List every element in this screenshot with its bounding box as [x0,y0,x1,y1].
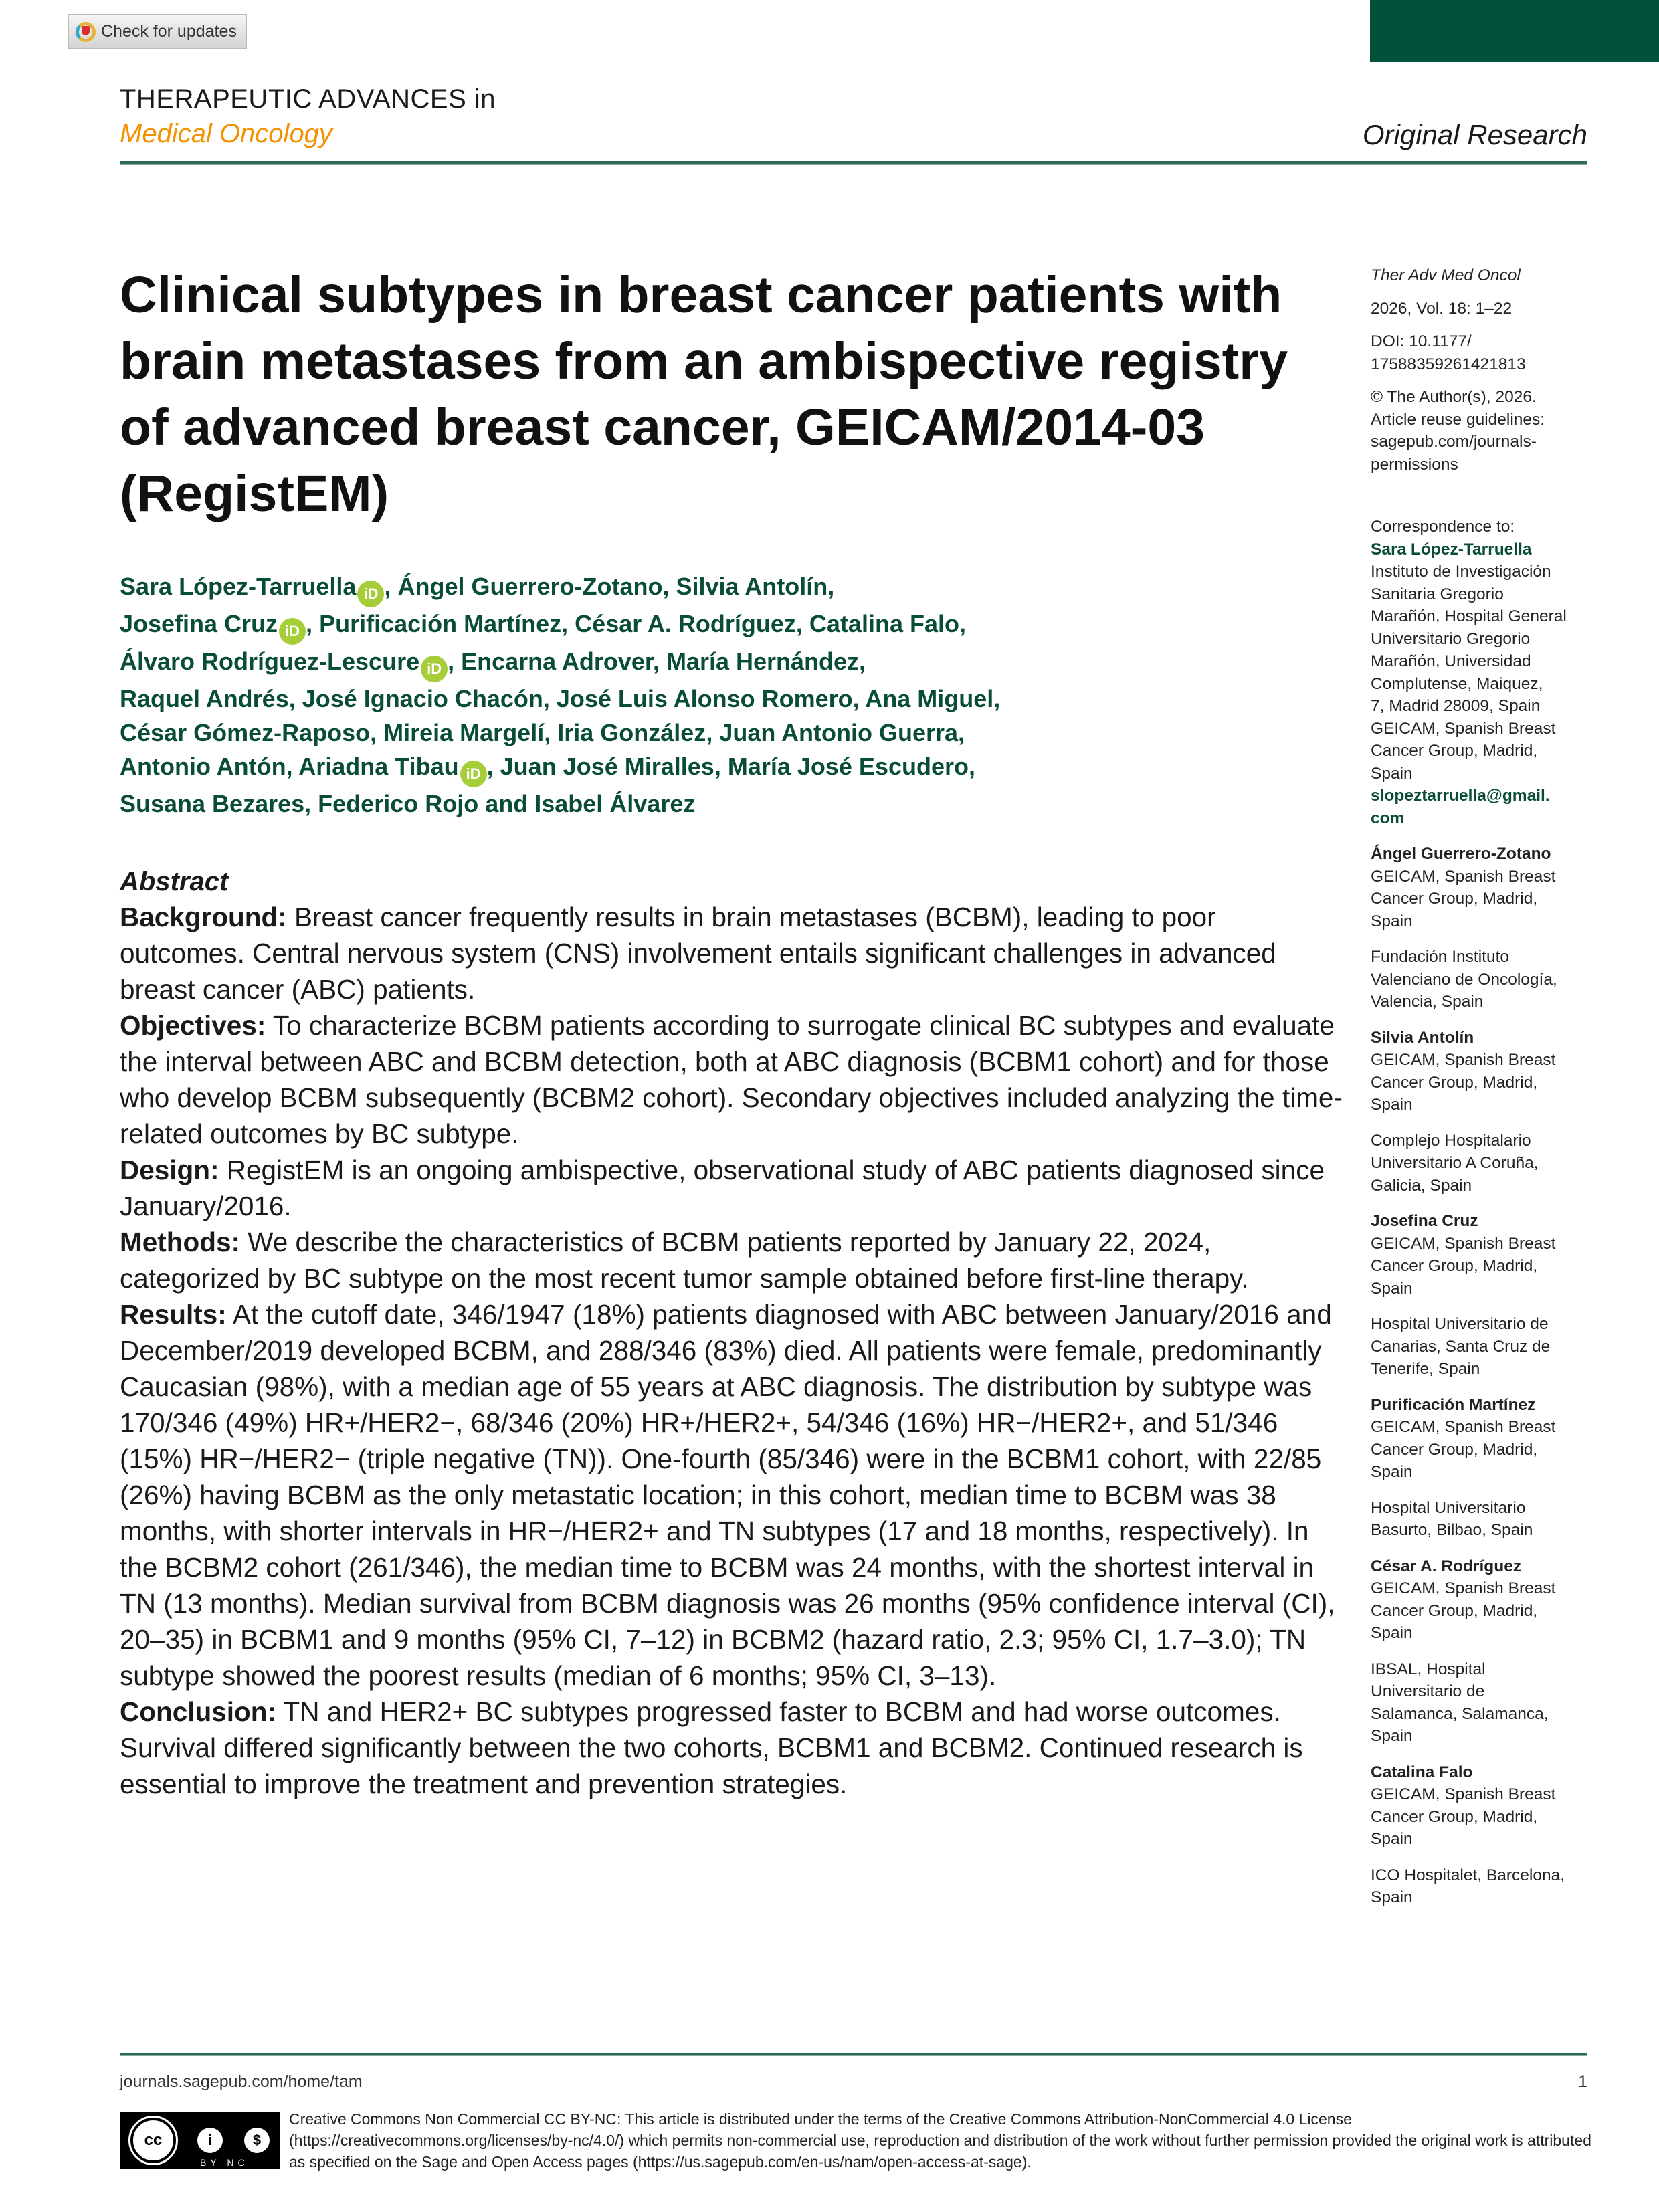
author-separator: , [288,685,302,712]
article-info-sidebar [1371,264,1652,1922]
author-name[interactable]: Encarna Adrover [461,647,653,675]
author-line [120,716,1344,750]
abstract-section-label: Conclusion: [120,1696,276,1727]
affiliation-text: GEICAM, Spanish Breast Cancer Group, Madrid, Spain [1371,1579,1556,1642]
author-separator: , [969,752,976,780]
author-name[interactable]: Purificación Martínez [319,610,562,637]
author-separator: , [543,685,557,712]
author-name[interactable]: María José Escudero [727,752,969,780]
author-line [120,787,1344,821]
author-separator: , [544,718,558,746]
abstract-section [120,1296,1344,1694]
affiliation-author: Silvia Antolín [1371,1028,1474,1047]
abstract-section [120,1007,1344,1152]
author-separator: , [993,685,1001,712]
main-column [120,262,1344,1802]
author-name[interactable]: Isabel Álvarez [534,790,696,817]
abstract-section-text: RegistEM is an ongoing ambispective, observational study of ABC patients diagnosed since January/2016. [120,1154,1325,1221]
journal-url[interactable]: journals.sagepub.com/home/tam [120,2072,363,2091]
footer-divider [120,2053,1587,2056]
author-line [120,607,1344,645]
author-name[interactable]: Raquel Andrés [120,685,289,712]
author-name[interactable]: Ariadna Tibau [298,752,459,780]
abstract-section-text: At the cutoff date, 346/1947 (18%) patients diagnosed with ABC between January/2016 and December/2019 developed BCBM, and 288/346 (83%) died. All patients were female, predominantly Caucasian (98%), with a median age of 55 years at ABC diagnosis. The distribution by subtype was 170/346 (49%) HR+/HER2−, 68/346 (20%) HR+/HER2+, 54/346 (16%) HR−/HER2+, and 51/346 (15%) HR−/HER2− (triple negative (TN)). One-fourth (85/346) were in the BCBM1 cohort, with 22/85 (26%) having BCBM as the only metastatic location; in this cohort, median time to BCBM was 38 months, with shorter intervals in HR−/HER2+ and TN subtypes (17 and 18 months, respectively). In the BCBM2 cohort (261/346), the median time to BCBM was 24 months, with the shortest interval in TN (13 months). Median survival from BCBM diagnosis was 26 months (95% confidence interval (CI), 20–35) in BCBM1 and 9 months (95% CI, 7–12) in BCBM2 (hazard ratio, 2.3; 95% CI, 1.7–3.0); TN subtype showed the poorest results (median of 6 months; 95% CI, 3–13). [120,1298,1335,1691]
author-name[interactable]: Antonio Antón [120,752,286,780]
author-name[interactable]: César Gómez-Raposo [120,718,371,746]
abstract-sections [120,899,1344,1802]
author-separator: , [714,752,728,780]
author-name[interactable]: Federico Rojo [318,790,479,817]
page-number: 1 [1578,2072,1587,2091]
author-separator: , [286,752,299,780]
author-name[interactable]: Mireia Margelí [383,718,545,746]
doi[interactable]: DOI: 10.1177/ 17588359261421813 [1371,332,1526,373]
abstract-section [120,1152,1344,1224]
correspondence-label: Correspondence to: [1371,518,1515,536]
affiliation-text: GEICAM, Spanish Breast Cancer Group, Madrid, Spain [1371,867,1556,930]
correspondence-name: Sara López-Tarruella [1371,540,1532,559]
author-name[interactable]: Ana Miguel [865,685,994,712]
author-separator: , [706,718,720,746]
author-name[interactable]: Sara López-Tarruella [120,573,357,600]
abstract-section-text: TN and HER2+ BC subtypes progressed faster to BCBM and had worse outcomes. Survival differed significantly between the two cohorts, BCBM1 and BCBM2. Continued research is essential to improve the treatment and prevention strategies. [120,1696,1303,1799]
license-text: Creative Commons Non Commercial CC BY-NC: This article is distributed under the terms of the Creative Commons Attribution-NonCommercial 4.0 License (https://creativecommons.org/licenses/by-nc/4.0/) which permits non-commercial use, reproduction and distribution of the work without further permission provided the original work is attributed as specified on the Sage and Open Access pages (https://us.sagepub.com/en-us/nam/open-access-at-sage). [289,2110,1591,2171]
author-separator: , [370,718,384,746]
orcid-icon[interactable]: iD [279,618,306,645]
affiliation-text: GEICAM, Spanish Breast Cancer Group, Madrid, Spain [1371,1234,1556,1298]
abstract-section-label: Methods: [120,1226,240,1258]
cc-by-nc-license-icon [120,2112,280,2169]
affiliation-author: Josefina Cruz [1371,1212,1478,1230]
author-separator: , [486,752,500,780]
abstract-heading: Abstract [120,866,229,896]
author-name[interactable]: Ángel Guerrero-Zotano [397,573,663,600]
abstract-section-label: Objectives: [120,1009,266,1041]
cc-icon: cc [130,2118,176,2163]
author-separator: , [827,573,835,600]
abstract-section-text: We describe the characteristics of BCBM patients reported by January 22, 2024, categorized by BC subtype on the most recent tumor sample obtained before first-line therapy. [120,1226,1249,1294]
author-name[interactable]: Josefina Cruz [120,610,278,637]
attribution-icon: i [197,2128,223,2153]
journal-abbreviation: Ther Adv Med Oncol [1371,266,1521,284]
affiliation-text: Hospital Universitario de Canarias, Santa Cruz de Tenerife, Spain [1371,1315,1551,1378]
author-name[interactable]: Juan José Miralles [500,752,714,780]
journal-series-name: THERAPEUTIC ADVANCES in [120,84,496,114]
author-name[interactable]: María Hernández [666,647,860,675]
author-separator: , [304,790,318,817]
author-line [120,682,1344,716]
abstract [120,864,1344,1802]
author-name[interactable]: Catalina Falo [809,610,959,637]
author-name[interactable]: Silvia Antolín [676,573,828,600]
affiliation-text: IBSAL, Hospital Universitario de Salamanca, Salamanca, Spain [1371,1660,1549,1745]
author-line [120,570,1344,607]
author-separator: , [959,610,966,637]
abstract-section-label: Results: [120,1298,227,1330]
author-separator: , [306,610,320,637]
author-line [120,750,1344,787]
orcid-icon[interactable]: iD [421,656,448,682]
article-type: Original Research [1362,119,1587,150]
affiliation-author: César A. Rodríguez [1371,1556,1522,1575]
affiliation-text: Fundación Instituto Valenciano de Oncología, Valencia, Spain [1371,948,1557,1011]
author-line [120,645,1344,682]
orcid-icon[interactable]: iD [460,761,487,787]
affiliation-text: GEICAM, Spanish Breast Cancer Group, Madrid, Spain [1371,1051,1556,1114]
author-name[interactable]: José Ignacio Chacón [302,685,543,712]
abstract-section [120,899,1344,1007]
affiliation-text: Complejo Hospitalario Universitario A Coruña, Galicia, Spain [1371,1131,1539,1195]
abstract-section-text: Breast cancer frequently results in brain metastases (BCBM), leading to poor outcomes. Central nervous system (CNS) involvement entails significant challenges in advanced breast cancer (ABC) patients. [120,901,1276,1005]
affiliation-text: Hospital Universitario Basurto, Bilbao, Spain [1371,1498,1533,1539]
author-separator: , [662,573,676,600]
volume-info: 2026, Vol. 18: 1–22 [1371,299,1512,318]
header-divider [120,161,1587,165]
author-separator: , [448,647,462,675]
check-for-updates-label: Check for updates [101,22,237,41]
abstract-section-label: Background: [120,901,287,932]
copyright: © The Author(s), 2026. Article reuse guidelines: sagepub.com/journals- permissions [1371,388,1545,474]
author-separator: , [561,610,575,637]
author-separator: , [859,647,866,675]
crossmark-icon [76,22,96,42]
orcid-icon[interactable]: iD [357,581,384,607]
abstract-section-label: Design: [120,1154,219,1185]
noncommercial-icon: $ [244,2128,270,2153]
journal-name: Medical Oncology [120,119,332,148]
author-name[interactable]: Juan Antonio Guerra [719,718,959,746]
affiliation-author: Purificación Martínez [1371,1395,1536,1414]
author-name[interactable]: José Luis Alonso Romero [556,685,853,712]
affiliation-text: ICO Hospitalet, Barcelona, Spain [1371,1866,1565,1906]
author-separator: , [852,685,866,712]
abstract-section [120,1224,1344,1296]
journal-color-block [1370,0,1659,62]
author-separator: , [384,573,398,600]
affiliation-text: GEICAM, Spanish Breast Cancer Group, Madrid, Spain [1371,1785,1556,1848]
abstract-section [120,1694,1344,1802]
article-title: Clinical subtypes in breast cancer patients with brain metastases from an ambispective registry of advanced breast cancer, GEICAM/2014-03 (RegistEM) [120,266,1288,522]
affiliation-author: Catalina Falo [1371,1763,1473,1781]
check-for-updates-button[interactable] [68,14,247,49]
by-label: BY [200,2157,221,2168]
correspondence-address: Instituto de Investigación Sanitaria Gregorio Marañón, Hospital General Universitario Gregorio Marañón, Universidad Complutense, Maiquez, 7, Madrid 28009, Spain GEICAM, Spanish Breast Cancer Group, Madrid, Spain [1371,563,1567,783]
author-name[interactable]: Susana Bezares [120,790,305,817]
affiliations [1371,843,1652,1909]
nc-label: NC [227,2157,249,2168]
abstract-section-text: To characterize BCBM patients according to surrogate clinical BC subtypes and evaluate the interval between ABC and BCBM detection, both at ABC diagnosis (BCBM1 cohort) and for those who develop BCBM subsequently (BCBM2 cohort). Secondary objectives included analyzing the time-related outcomes by BC subtype. [120,1009,1343,1149]
correspondence-email[interactable]: slopeztarruella@gmail. com [1371,787,1550,827]
author-name[interactable]: César A. Rodríguez [575,610,796,637]
affiliation-text: GEICAM, Spanish Breast Cancer Group, Madrid, Spain [1371,1418,1556,1481]
author-separator: , [958,718,965,746]
author-name[interactable]: Iria González [557,718,706,746]
author-separator: , [652,647,666,675]
author-separator: , [795,610,809,637]
affiliation-author: Ángel Guerrero-Zotano [1371,845,1551,863]
author-list [120,570,1344,821]
author-separator: and [478,790,535,817]
author-name[interactable]: Álvaro Rodríguez-Lescure [120,647,420,675]
